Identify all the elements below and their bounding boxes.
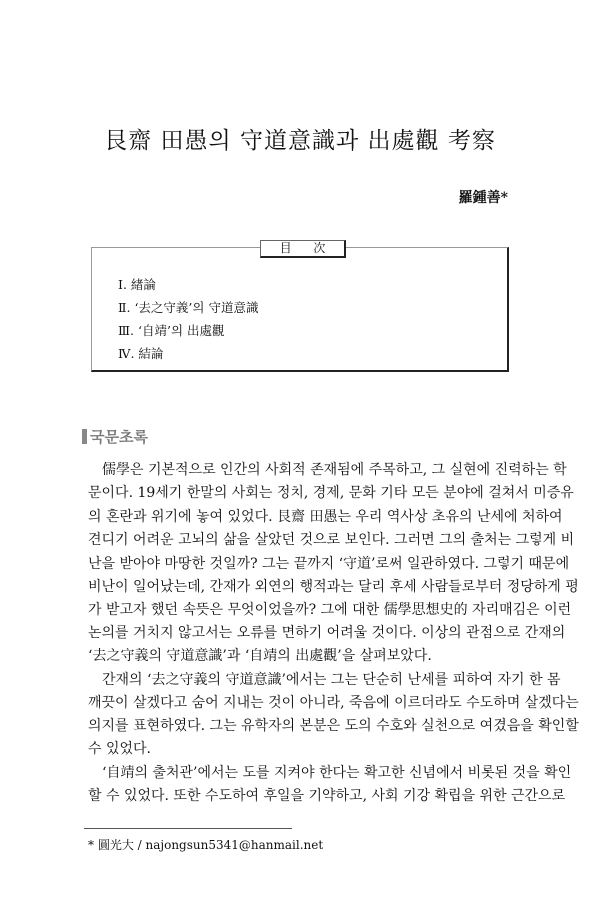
- body-line: 문이다. 19세기 한말의 사회는 정치, 경제, 문화 기타 모든 분야에 걸쳐서 미증유: [88, 485, 574, 501]
- body-line: ‘去之守義의 守道意識’과 ‘自靖의 出處觀’을 살펴보았다.: [88, 648, 432, 664]
- body-line: 할 수 있었다. 또한 수도하여 후일을 기약하고, 사회 기강 확립을 위한 근간으로: [88, 788, 566, 804]
- toc-item: Ⅲ. ‘自靖’의 出處觀: [118, 323, 225, 338]
- body-line: 수 있었다.: [88, 741, 151, 757]
- footnote: * 圓光大 / najongsun5341@hanmail.net: [88, 838, 324, 852]
- toc-item: Ⅳ. 結論: [118, 346, 164, 361]
- footnote-divider: [84, 828, 292, 829]
- body-line: 의지를 표현하였다. 그는 유학자의 본분은 도의 수호와 실천으로 여겼음을 확인할: [88, 718, 579, 734]
- body-line: 견디기 어려운 고뇌의 삶을 살았던 것으로 보인다. 그러면 그의 출처는 그렇게 비: [88, 532, 575, 548]
- abstract-heading-text: 국문초록: [90, 428, 148, 446]
- toc-item: Ⅱ. ‘去之守義’의 守道意識: [118, 300, 259, 315]
- body-line: 간재의 ‘去之守義의 守道意識’에서는 그는 단순히 난세를 피하여 자기 한 몸: [102, 672, 561, 688]
- body-line: 논의를 거치지 않고서는 오류를 면하기 어려울 것이다. 이상의 관점으로 간재의: [88, 625, 566, 641]
- abstract-heading: [82, 426, 148, 447]
- body-line: 깨끗이 살겠다고 숨어 지내는 것이 아니라, 죽음에 이르더라도 수도하며 살겠다는: [88, 695, 579, 711]
- paper-title: 艮齋 田愚의 守道意識과 出處觀 考察: [104, 128, 496, 154]
- body-line: 난을 받아야 마땅한 것일까? 그는 끝까지 ‘守道’로써 일관하였다. 그렇기 때문에: [88, 556, 570, 572]
- heading-bar-icon: [82, 429, 87, 444]
- body-line: 가 받고자 했던 속뜻은 무엇이었을까? 그에 대한 儒學思想史的 자리매김은 이런: [88, 602, 572, 618]
- toc-label: 目 次: [260, 240, 346, 258]
- author-name: 羅鍾善*: [458, 190, 508, 206]
- body-line: 儒學은 기본적으로 인간의 사회적 존재됨에 주목하고, 그 실현에 진력하는 학: [102, 462, 567, 478]
- body-line: 비난이 일어났는데, 간재가 외연의 행적과는 달리 후세 사람들로부터 정당하게 평: [88, 579, 579, 595]
- table-of-contents: [91, 241, 509, 372]
- body-line: 의 혼란과 위기에 놓여 있었다. 艮齋 田愚는 우리 역사상 초유의 난세에 처하여: [88, 509, 563, 525]
- toc-item: Ⅰ. 緖論: [118, 277, 156, 292]
- body-line: ‘自靖의 출처관’에서는 도를 지켜야 한다는 확고한 신념에서 비롯된 것을 확인: [102, 765, 572, 781]
